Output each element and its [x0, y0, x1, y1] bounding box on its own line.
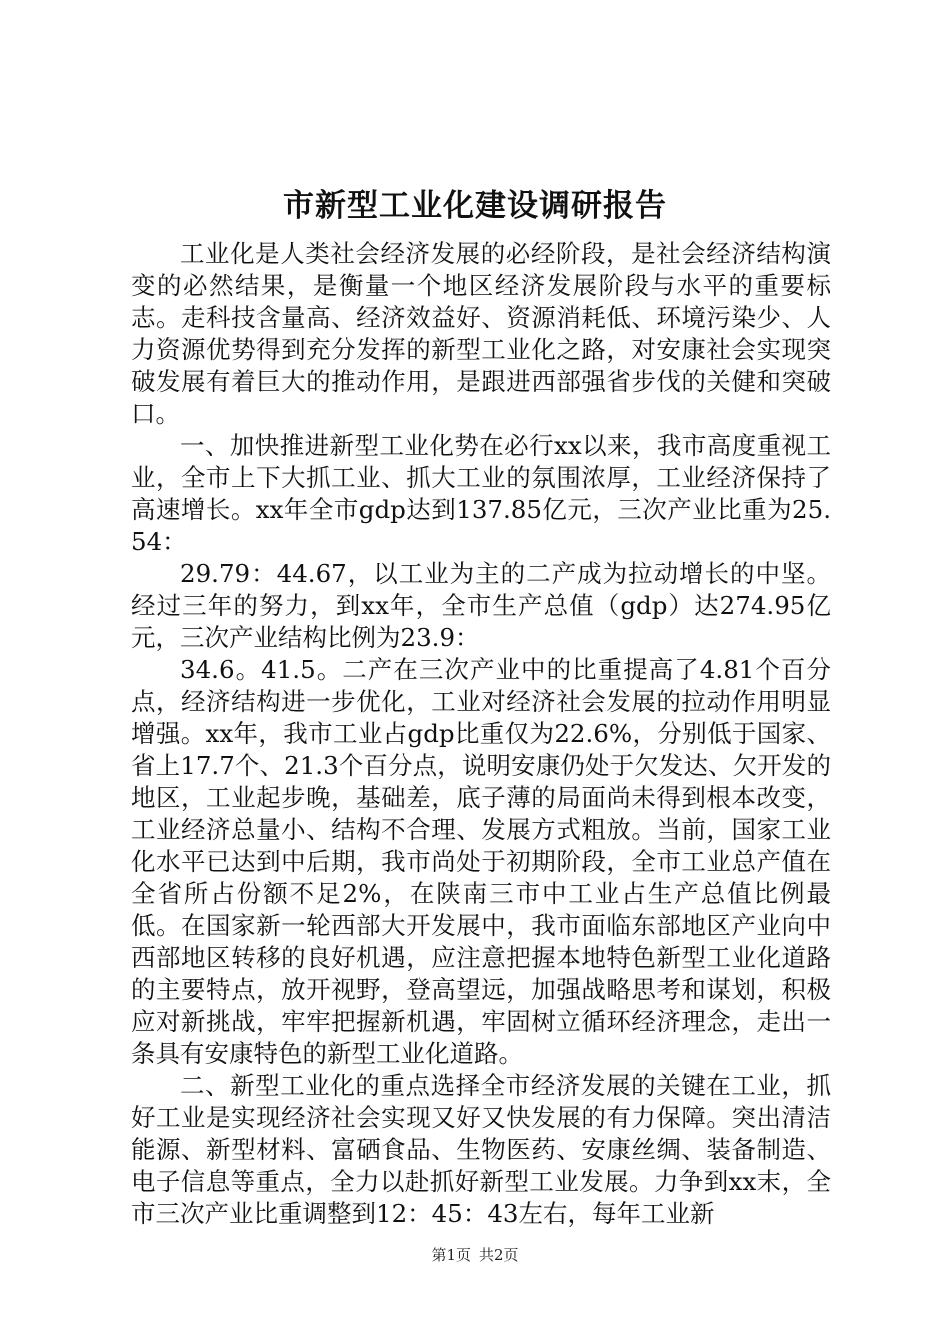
- paragraph-section-two: 二、新型工业化的重点选择全市经济发展的关键在工业，抓好工业是实现经济社会实现又好又快发展的有力保障。突出清洁能源、新型材料、富硒食品、生物医药、安康丝绸、装备制造、电子信息等重点，全力以赴抓好新型工业发展。力争到xx末，全市三次产业比重调整到12：45：43左右，每年工业新: [131, 1071, 831, 1228]
- document-body: [131, 238, 831, 1230]
- page-footer: [0, 1244, 950, 1266]
- page-total: 共2页: [479, 1246, 519, 1264]
- document-title: 市新型工业化建设调研报告: [283, 188, 667, 224]
- page-number: 第1页: [431, 1246, 471, 1264]
- paragraph-analysis: 34.6。41.5。二产在三次产业中的比重提高了4.81个百分点，经济结构进一步优化，工业对经济社会发展的拉动作用明显增强。xx年，我市工业占gdp比重仅为22.6%，分别低于国家、省上17.7个、21.3个百分点，说明安康仍处于欠发达、欠开发的地区，工业起步晚，基础差，底子薄的局面尚未得到根本改变，工业经济总量小、结构不合理、发展方式粗放。当前，国家工业化水平已达到中后期，我市尚处于初期阶段，全市工业总产值在全省所占份额不足2%，在陕南三市中工业占生产总值比例最低。在国家新一轮西部大开发展中，我市面临东部地区产业向中西部地区转移的良好机遇，应注意把握本地特色新型工业化道路的主要特点，放开视野，登高望远，加强战略思考和谋划，积极应对新挑战，牢牢把握新机遇，牢固树立循环经济理念，走出一条具有安康特色的新型工业化道路。: [131, 655, 831, 1068]
- paragraph-section-one: 一、加快推进新型工业化势在必行xx以来，我市高度重视工业，全市上下大抓工业、抓大工业的氛围浓厚，工业经济保持了高速增长。xx年全市gdp达到137.85亿元，三次产业比重为25.54：: [131, 431, 831, 556]
- paragraph-ratio-continued: 29.79：44.67，以工业为主的二产成为拉动增长的中坚。经过三年的努力，到xx年，全市生产总值（gdp）达274.95亿元，三次产业结构比例为23.9：: [131, 559, 831, 652]
- paragraph-intro: 工业化是人类社会经济发展的必经阶段，是社会经济结构演变的必然结果，是衡量一个地区经济发展阶段与水平的重要标志。走科技含量高、经济效益好、资源消耗低、环境污染少、人力资源优势得到充分发挥的新型工业化之路，对安康社会实现突破发展有着巨大的推动作用，是跟进西部强省步伐的关健和突破口。: [131, 239, 831, 428]
